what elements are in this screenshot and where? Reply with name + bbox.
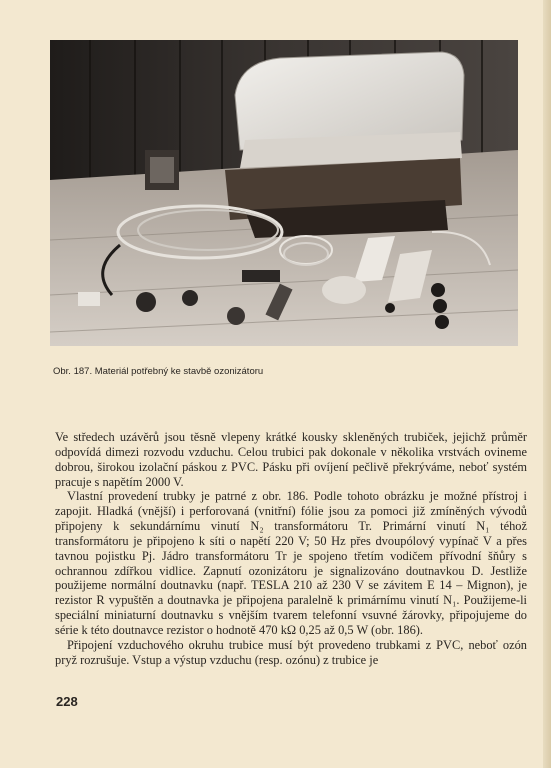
paragraph: Ve středech uzávěrů jsou těsně vlepeny krátké kousky skleněných trubiček, jejichž průměr odpovídá dimezi rozvodu vzduchu. Celou trubici pak dokonale v několika vrstvách ovineme dobrou, širokou izolační páskou z PVC. Pásku při ovíjení pečlivě překrýváme, neboť systém pracuje s napětím 2000 V. [55, 430, 527, 489]
paragraph: Připojení vzduchového okruhu trubice musí být provedeno trubkami z PVC, neboť ozón pryž rozrušuje. Vstup a výstup vzduchu (resp. ozónu) z trubice je [55, 637, 527, 667]
page-edge [543, 0, 551, 768]
page-number: 228 [56, 694, 78, 709]
figure-caption: Obr. 187. Materiál potřebný ke stavbě ozonizátoru [53, 366, 264, 377]
body-text [55, 430, 527, 668]
figure-photo [50, 40, 518, 346]
paragraph: Vlastní provedení trubky je patrné z obr. 186. Podle tohoto obrázku je možné přístroj i zapojit. Hladká (vnější) i perforovaná (vnitřní) fólie jsou za pomoci již zmíněných vývodů připojeny k sekundárnímu vinutí N₂ transformátoru Tr. Primární vinutí N₁ téhož transformátoru je připojeno k síti o napětí 220 V; 50 Hz přes dvoupólový vypínač V a přes tavnou pojistku Pj. Jádro transformátoru Tr je spojeno třetím vodičem přívodní šňůry s ochrannou zdířkou vidlice. Zapnutí ozonizátoru je signalizováno doutnavkou D. Jestliže použijeme normální doutnavku (např. TESLA 210 až 230 V se závitem E 14 – Mignon), je rezistor R vypuštěn a doutnavka je připojena paralelně k primárnímu vinutí N₁. Použijeme-li speciální miniaturní doutnavku s vnějším tvarem telefonní vsuvné žárovky, připojujeme do série k této doutnavce rezistor o hodnotě 470 kΩ 0,25 až 0,5 W (obr. 186). [55, 489, 527, 637]
